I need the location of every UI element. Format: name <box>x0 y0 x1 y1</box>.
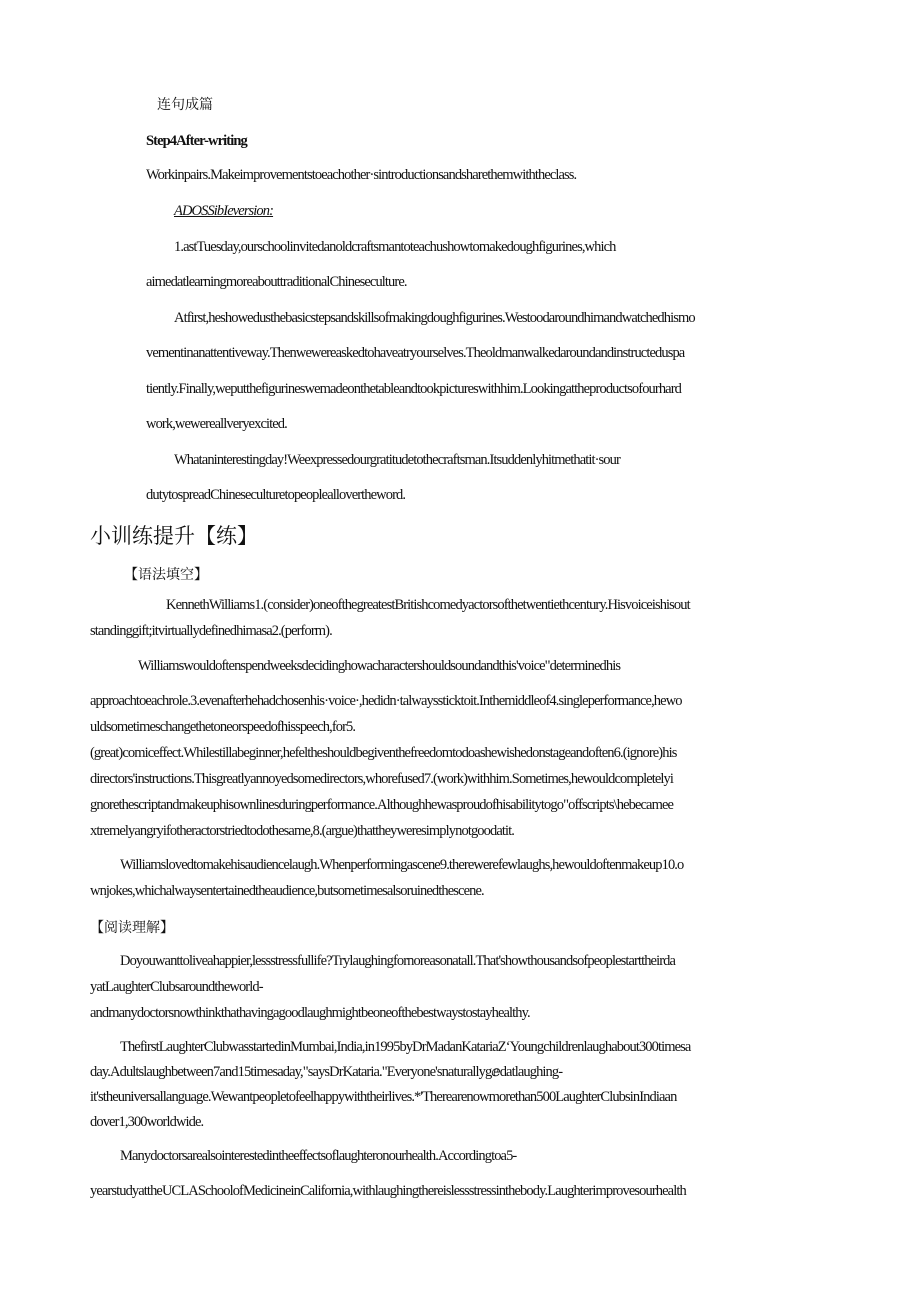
grammar-line: standinggift;itvirtuallydefinedhimasa2.(perform). <box>90 623 332 639</box>
reading-line: andmanydoctorsnowthinkthathavingagoodlaughmightbeoneofthebestwaystostayhealthy. <box>90 1005 530 1021</box>
essay-line: vementinanattentiveway.Thenwewereaskedtohaveatryourselves.Theoldmanwalkedaroundandinstructeduspa <box>146 345 685 361</box>
grammar-line: wnjokes,whichalwaysentertainedtheaudience,butsometimesalsoruinedthescene. <box>90 883 484 899</box>
instruction-text: Workinpairs.Makeimprovementstoeachother·sintroductionsandsharethemwiththeclass. <box>146 167 577 183</box>
practice-title: 小训练提升【练】 <box>90 524 258 548</box>
version-label: ADOSSibIeversion: <box>174 203 274 219</box>
essay-line: tiently.Finally,weputthefigurineswemadeonthetableandtookpictureswithhim.Lookingattheproductsofourhard <box>146 381 681 397</box>
grammar-line: Williamswouldoftenspendweeksdecidinghowacharactershouldsoundandthis'voice"determinedhis <box>138 658 621 674</box>
essay-line: 1.astTuesday,ourschoolinvitedanoldcraftsmantoteachushowtomakedoughfigurines,which <box>174 239 616 255</box>
essay-line: Atfirst,heshowedusthebasicstepsandskillsofmakingdoughfigurines.Westoodaroundhimandwatchedhismo <box>174 310 695 326</box>
essay-line: aimedatlearningmoreabouttraditionalChineseculture. <box>146 274 407 290</box>
grammar-label: 【语法填空】 <box>124 567 208 583</box>
section-heading: 连句成篇 <box>157 97 213 113</box>
grammar-line: xtremelyangryifotheractorstriedtodothesame,8.(argue)thattheyweresimplynotgoodatit. <box>90 823 515 839</box>
grammar-line: Williamslovedtomakehisaudiencelaugh.Whenperformingascene9.therewerefewlaughs,hewouldoftenmakeup10.o <box>120 857 684 873</box>
step-heading: Step4After-writing <box>146 133 247 149</box>
essay-line: dutytospreadChineseculturetopeopleallovertheword. <box>146 487 406 503</box>
essay-line: work,wewereallveryexcited. <box>146 416 287 432</box>
reading-line: yatLaughterClubsaroundtheworld- <box>90 979 263 995</box>
grammar-line: gnorethescriptandmakeuphisownlinesduringperformance.Althoughhewasproudofhisabilitytogo"offscripts\hebecamee <box>90 797 674 813</box>
reading-label: 【阅读理解】 <box>90 920 174 936</box>
grammar-line: approachtoeachrole.3.evenafterhehadchosenhis·voice·,hedidn·talwayssticktoit.Inthemiddleof4.singleperformance,hewo <box>90 693 682 709</box>
reading-line: it'stheuniversallanguage.Wewantpeopletofeelhappywiththeirlives.*'Therearenowmorethan500LaughterClubsinIndiaan <box>90 1089 677 1105</box>
reading-line: day.Adultslaughbetween7and15timesaday,"saysDrKataria."Everyone'snaturallygⅇdatlaughing- <box>90 1064 563 1080</box>
reading-line: Manydoctorsarealsointerestedintheeffectsoflaughteronourhealth.Accordingtoa5- <box>120 1148 517 1164</box>
grammar-line: directors'instructions.Thisgreatlyannoyedsomedirectors,whorefused7.(work)withhim.Sometimes,hewouldcompletelyi <box>90 771 674 787</box>
reading-line: ThefirstLaughterClubwasstartedinMumbai,India,in1995byDrMadanKatariaZ‘Youngchildrenlaughabout300timesa <box>120 1039 691 1055</box>
grammar-line: KennethWilliams1.(consider)oneofthegreatestBritishcomedyactorsofthetwentiethcentury.Hisvoiceishisout <box>166 597 690 613</box>
reading-line: dover1,300worldwide. <box>90 1114 204 1130</box>
reading-line: Doyouwanttoliveahappier,lessstressfullife?Trylaughingfornoreasonatall.That'showthousandsofpeoplestarttheirda <box>120 953 676 969</box>
grammar-line: uldsometimeschangethetoneorspeedofhisspeech,for5. <box>90 719 356 735</box>
grammar-line: (great)comiceffect.Whilestillabeginner,hefeltheshouldbegiventhefreedomtodoashewishedonstageandoften6.(ignore)his <box>90 745 677 761</box>
essay-line: Whataninterestingday!Weexpressedourgratitudetothecraftsman.Itsuddenlyhitmethatit·sour <box>174 452 620 468</box>
reading-line: yearstudyattheUCLASchoolofMedicineinCalifornia,withlaughingthereislessstressinthebody.Laughterimprovesourhealth <box>90 1183 686 1199</box>
